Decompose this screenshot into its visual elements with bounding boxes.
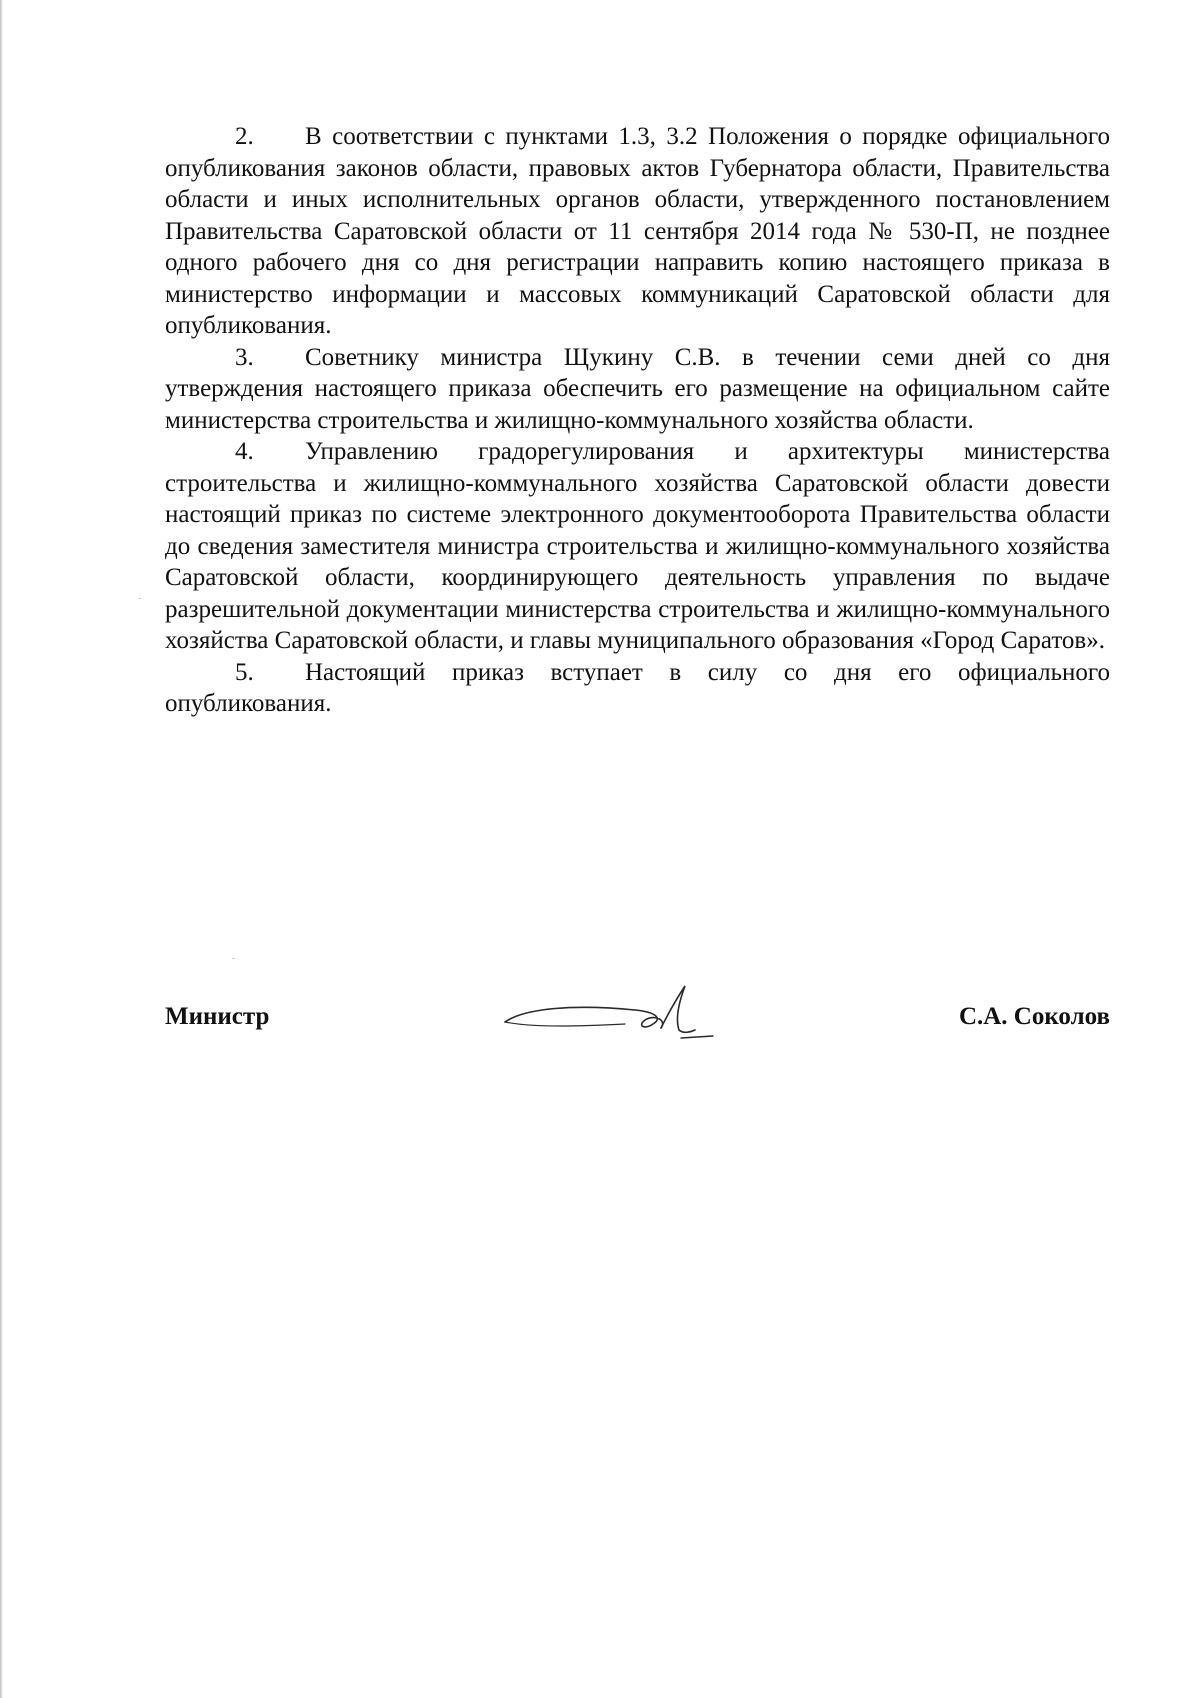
paragraph-number: 2. <box>235 123 254 150</box>
paragraph-2 <box>165 121 1110 342</box>
paragraph-text: Настоящий приказ вступает в силу со дня его официального опубликования. <box>165 658 1110 717</box>
signature-block <box>165 995 1110 1085</box>
paragraph-text: Управлению градорегулирования и архитектуры министерства строительства и жилищно-коммунального хозяйства Саратовской области довести настоящий приказ по системе электронного документооборота Правительства области до сведения заместителя министра строительства и жилищно-коммунального хозяйства Саратовской области, координирующего деятельность управления по выдаче разрешительной документации министерства строительства и жилищно-коммунального хозяйства Саратовской области, и главы муниципального образования «Город Саратов». <box>165 438 1110 654</box>
paragraph-text: В соответствии с пунктами 1.3, 3.2 Положения о порядке официального опубликования законов области, правовых актов Губернатора области, Правительства области и иных исполнительных органов области, утвержденного постановлением Правительства Саратовской области от 11 сентября 2014 года № 530-П, не позднее одного рабочего дня со дня регистрации направить копию настоящего приказа в министерство информации и массовых коммуникаций Саратовской области для опубликования. <box>165 123 1110 339</box>
scan-speck <box>232 958 235 959</box>
paragraph-text: Советнику министра Щукину С.В. в течении семи дней со дня утверждения настоящего приказа обеспечить его размещение на официальном сайте министерства строительства и жилищно-коммунального хозяйства области. <box>165 343 1110 434</box>
signer-name: С.А. Соколов <box>958 1003 1110 1030</box>
paragraph-3 <box>165 342 1110 437</box>
signer-position: Министр <box>165 1003 270 1030</box>
scan-edge <box>0 0 3 1698</box>
paragraph-5 <box>165 657 1110 720</box>
handwritten-signature <box>495 980 735 1060</box>
paragraph-4 <box>165 436 1110 657</box>
paragraph-number: 3. <box>235 343 254 371</box>
paragraph-number: 5. <box>235 658 254 686</box>
scan-speck <box>138 598 141 599</box>
document-body <box>165 121 1110 720</box>
paragraph-number: 4. <box>235 438 254 465</box>
